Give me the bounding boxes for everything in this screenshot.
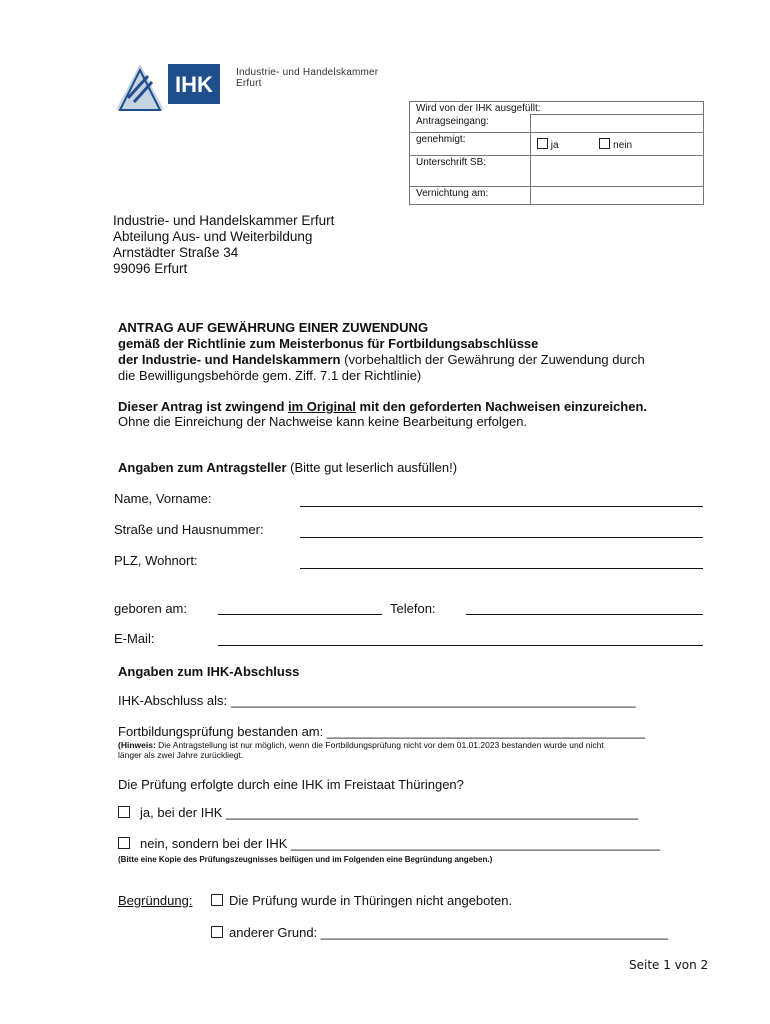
box-label-genehmigt: genehmigt: [410,133,531,156]
reason-opt2-checkbox[interactable] [211,926,223,938]
plz-label: PLZ, Wohnort: [114,553,198,568]
email-label: E-Mail: [114,631,155,646]
box-field-unterschrift[interactable] [531,156,704,187]
reason-opt1-checkbox[interactable] [211,894,223,906]
thuringia-yes-checkbox[interactable] [118,806,130,818]
title-line2: gemäß der Richtlinie zum Meisterbonus für Fortbildungsabschlüsse [118,336,539,351]
thuringia-no-row [118,836,708,851]
title-line1: ANTRAG AUF GEWÄHRUNG EINER ZUWENDUNG [118,320,429,335]
ihk-logo [112,58,224,114]
page-number: Seite 1 von 2 [629,958,709,972]
thuringia-note: (Bitte eine Kopie des Prüfungszeugnisses beifügen und im Folgenden eine Begründung angeben.) [118,855,493,864]
org-line2: Erfurt [236,78,262,89]
box-label-antragseingang: Antragseingang: [410,115,531,133]
address-line4: 99096 Erfurt [113,261,188,276]
svg-text:IHK: IHK [175,72,213,97]
hint-line1: (Hinweis: Die Antragstellung ist nur möglich, wenn die Fortbildungsprüfung nicht vor dem 01.01.2023 bestanden wurde und nicht [118,740,604,750]
degree-passed-field[interactable]: Fortbildungsprüfung bestanden am: ____________________________________________ [118,724,645,739]
degree-hint [118,740,718,760]
box-field-genehmigt [531,133,704,156]
born-label: geboren am: [114,601,187,616]
street-label: Straße und Hausnummer: [114,522,264,537]
thuringia-no-checkbox[interactable] [118,837,130,849]
degree-heading: Angaben zum IHK-Abschluss [118,664,300,679]
reason-label: Begründung: [118,893,193,908]
reason-opt1-label: Die Prüfung wurde in Thüringen nicht angeboten. [229,893,513,908]
address-line3: Arnstädter Straße 34 [113,245,239,260]
ja-label: ja [550,140,559,151]
title-line4: die Bewilligungsbehörde gem. Ziff. 7.1 der Richtlinie) [118,368,422,383]
reason-opt2-row [211,925,706,940]
notice-line2: Ohne die Einreichung der Nachweise kann keine Bearbeitung erfolgen. [118,414,528,429]
hint-line2: länger als zwei Jahre zurückliegt. [118,750,244,760]
ihk-office-box [409,101,704,205]
thuringia-yes-label[interactable]: ja, bei der IHK _________________________________________________________ [140,805,639,820]
phone-field[interactable] [466,614,703,615]
reason-opt1-row [211,893,512,908]
address-line1: Industrie- und Handelskammer Erfurt [113,213,335,228]
address-line2: Abteilung Aus- und Weiterbildung [113,229,313,244]
street-field[interactable] [300,537,703,538]
title-line3 [118,352,718,368]
box-label-vernichtung: Vernichtung am: [410,187,531,205]
org-name [236,67,378,89]
original-notice [118,399,718,429]
notice-line1: Dieser Antrag ist zwingend im Original mit den geforderten Nachweisen einzureichen. [118,399,648,414]
org-line1: Industrie- und Handelskammer [236,67,379,78]
box-field-antragseingang[interactable] [531,115,704,133]
name-label: Name, Vorname: [114,491,212,506]
name-field[interactable] [300,506,703,507]
thuringia-no-label[interactable]: nein, sondern bei der IHK ___________________________________________________ [140,836,660,851]
ja-checkbox[interactable] [537,138,548,149]
reason-opt2-label[interactable]: anderer Grund: ________________________________________________ [229,925,668,940]
degree-as-field[interactable]: IHK-Abschluss als: ________________________________________________________ [118,693,636,708]
applicant-heading: Angaben zum Antragsteller (Bitte gut leserlich ausfüllen!) [118,460,458,475]
born-field[interactable] [218,614,382,615]
ihk-logo-mark [112,58,224,114]
phone-label: Telefon: [390,601,436,616]
nein-checkbox[interactable] [599,138,610,149]
thuringia-question: Die Prüfung erfolgte durch eine IHK im Freistaat Thüringen? [118,777,464,792]
thuringia-yes-row [118,805,708,820]
box-title: Wird von der IHK ausgefüllt: [410,102,704,115]
form-title [118,320,718,384]
plz-field[interactable] [300,568,703,569]
box-label-unterschrift: Unterschrift SB: [410,156,531,187]
title-line3-rest: (vorbehaltlich der Gewährung der Zuwendung durch [340,352,645,367]
recipient-address [113,213,334,277]
title-line3-bold: der Industrie- und Handelskammern [118,352,341,367]
nein-label: nein [613,140,633,151]
email-field[interactable] [218,645,703,646]
box-field-vernichtung[interactable] [531,187,704,205]
